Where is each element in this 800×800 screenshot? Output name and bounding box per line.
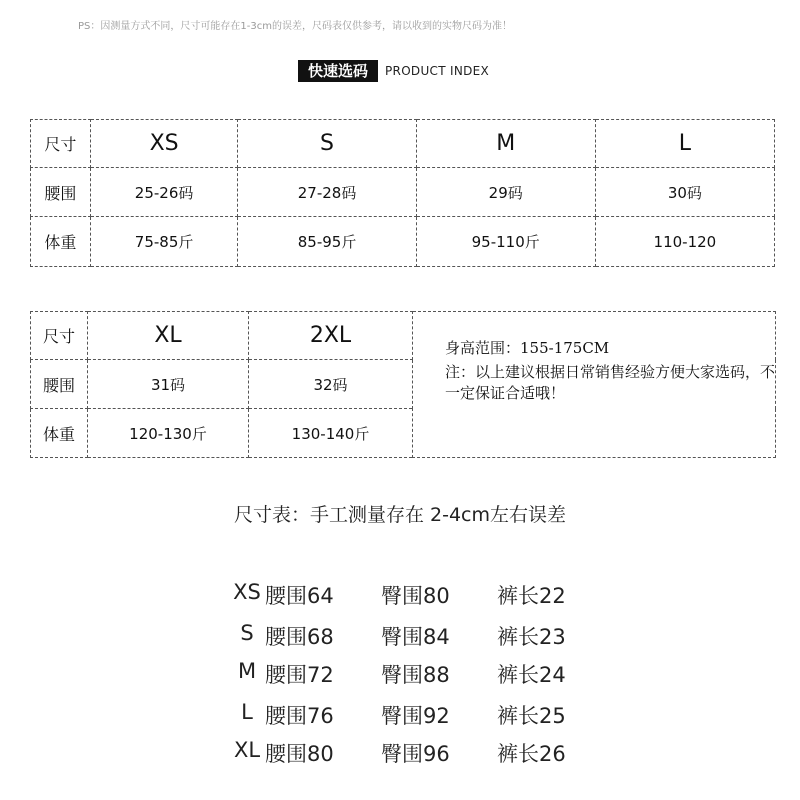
size-header-xl: XL <box>88 312 249 360</box>
measure-size: XS <box>233 580 261 604</box>
measure-waist: 腰围80 <box>265 742 334 766</box>
row-label-weight: 体重 <box>31 217 91 267</box>
size-header-m: M <box>416 120 595 168</box>
measure-size: M <box>237 659 257 683</box>
row-label-waist: 腰围 <box>31 360 88 409</box>
cell-weight-m: 95-110斤 <box>416 217 595 267</box>
cell-weight-2xl: 130-140斤 <box>249 409 413 458</box>
cell-weight-xl: 120-130斤 <box>88 409 249 458</box>
cell-waist-xl: 31码 <box>88 360 249 409</box>
measure-hip: 臀围80 <box>381 584 450 608</box>
table-row <box>31 120 775 168</box>
table-row <box>31 312 776 360</box>
measurement-subtitle: 尺寸表：手工测量存在 2-4cm左右误差 <box>233 504 567 526</box>
measure-size: S <box>240 621 254 645</box>
size-header-2xl: 2XL <box>249 312 413 360</box>
table-row <box>31 168 775 217</box>
measure-waist: 腰围68 <box>265 625 334 649</box>
cell-waist-s: 27-28码 <box>238 168 416 217</box>
row-label-waist: 腰围 <box>31 168 91 217</box>
measure-length: 裤长26 <box>497 742 566 766</box>
row-label-weight: 体重 <box>31 409 88 458</box>
measure-waist: 腰围76 <box>265 704 334 728</box>
fit-note <box>413 312 776 458</box>
measure-size: L <box>241 700 253 724</box>
measure-size: XL <box>233 738 261 762</box>
cell-waist-m: 29码 <box>416 168 595 217</box>
measure-length: 裤长23 <box>497 625 566 649</box>
measure-length: 裤长25 <box>497 704 566 728</box>
fit-advice: 注：以上建议根据日常销售经验方便大家选码，不一定保证合适哦！ <box>445 363 776 402</box>
list-item <box>0 738 800 774</box>
cell-waist-xs: 25-26码 <box>90 168 238 217</box>
table-row <box>31 217 775 267</box>
measure-length: 裤长22 <box>497 584 566 608</box>
measure-waist: 腰围72 <box>265 663 334 687</box>
heading-product-index: PRODUCT INDEX <box>385 64 490 78</box>
measure-hip: 臀围88 <box>381 663 450 687</box>
list-item <box>0 621 800 657</box>
section-heading <box>298 60 489 82</box>
cell-waist-l: 30码 <box>595 168 774 217</box>
heading-quick-size: 快速选码 <box>298 60 378 82</box>
list-item <box>0 700 800 736</box>
cell-weight-l: 110-120 <box>595 217 774 267</box>
ps-disclaimer: PS：因测量方式不同，尺寸可能存在1-3cm的误差，尺码表仅供参考，请以收到的实物尺码为准！ <box>78 21 512 32</box>
list-item <box>0 580 800 616</box>
cell-waist-2xl: 32码 <box>249 360 413 409</box>
size-header-l: L <box>595 120 774 168</box>
size-header-s: S <box>238 120 416 168</box>
height-range: 身高范围：155-175CM <box>445 339 610 357</box>
cell-weight-xs: 75-85斤 <box>90 217 238 267</box>
row-label-size: 尺寸 <box>31 312 88 360</box>
measure-waist: 腰围64 <box>265 584 334 608</box>
list-item <box>0 659 800 695</box>
measure-hip: 臀围84 <box>381 625 450 649</box>
cell-weight-s: 85-95斤 <box>238 217 416 267</box>
size-table-xs-l <box>30 119 775 267</box>
measure-hip: 臀围96 <box>381 742 450 766</box>
size-table-xl-2xl <box>30 311 776 458</box>
row-label-size: 尺寸 <box>31 120 91 168</box>
measure-length: 裤长24 <box>497 663 566 687</box>
measure-hip: 臀围92 <box>381 704 450 728</box>
size-header-xs: XS <box>90 120 238 168</box>
